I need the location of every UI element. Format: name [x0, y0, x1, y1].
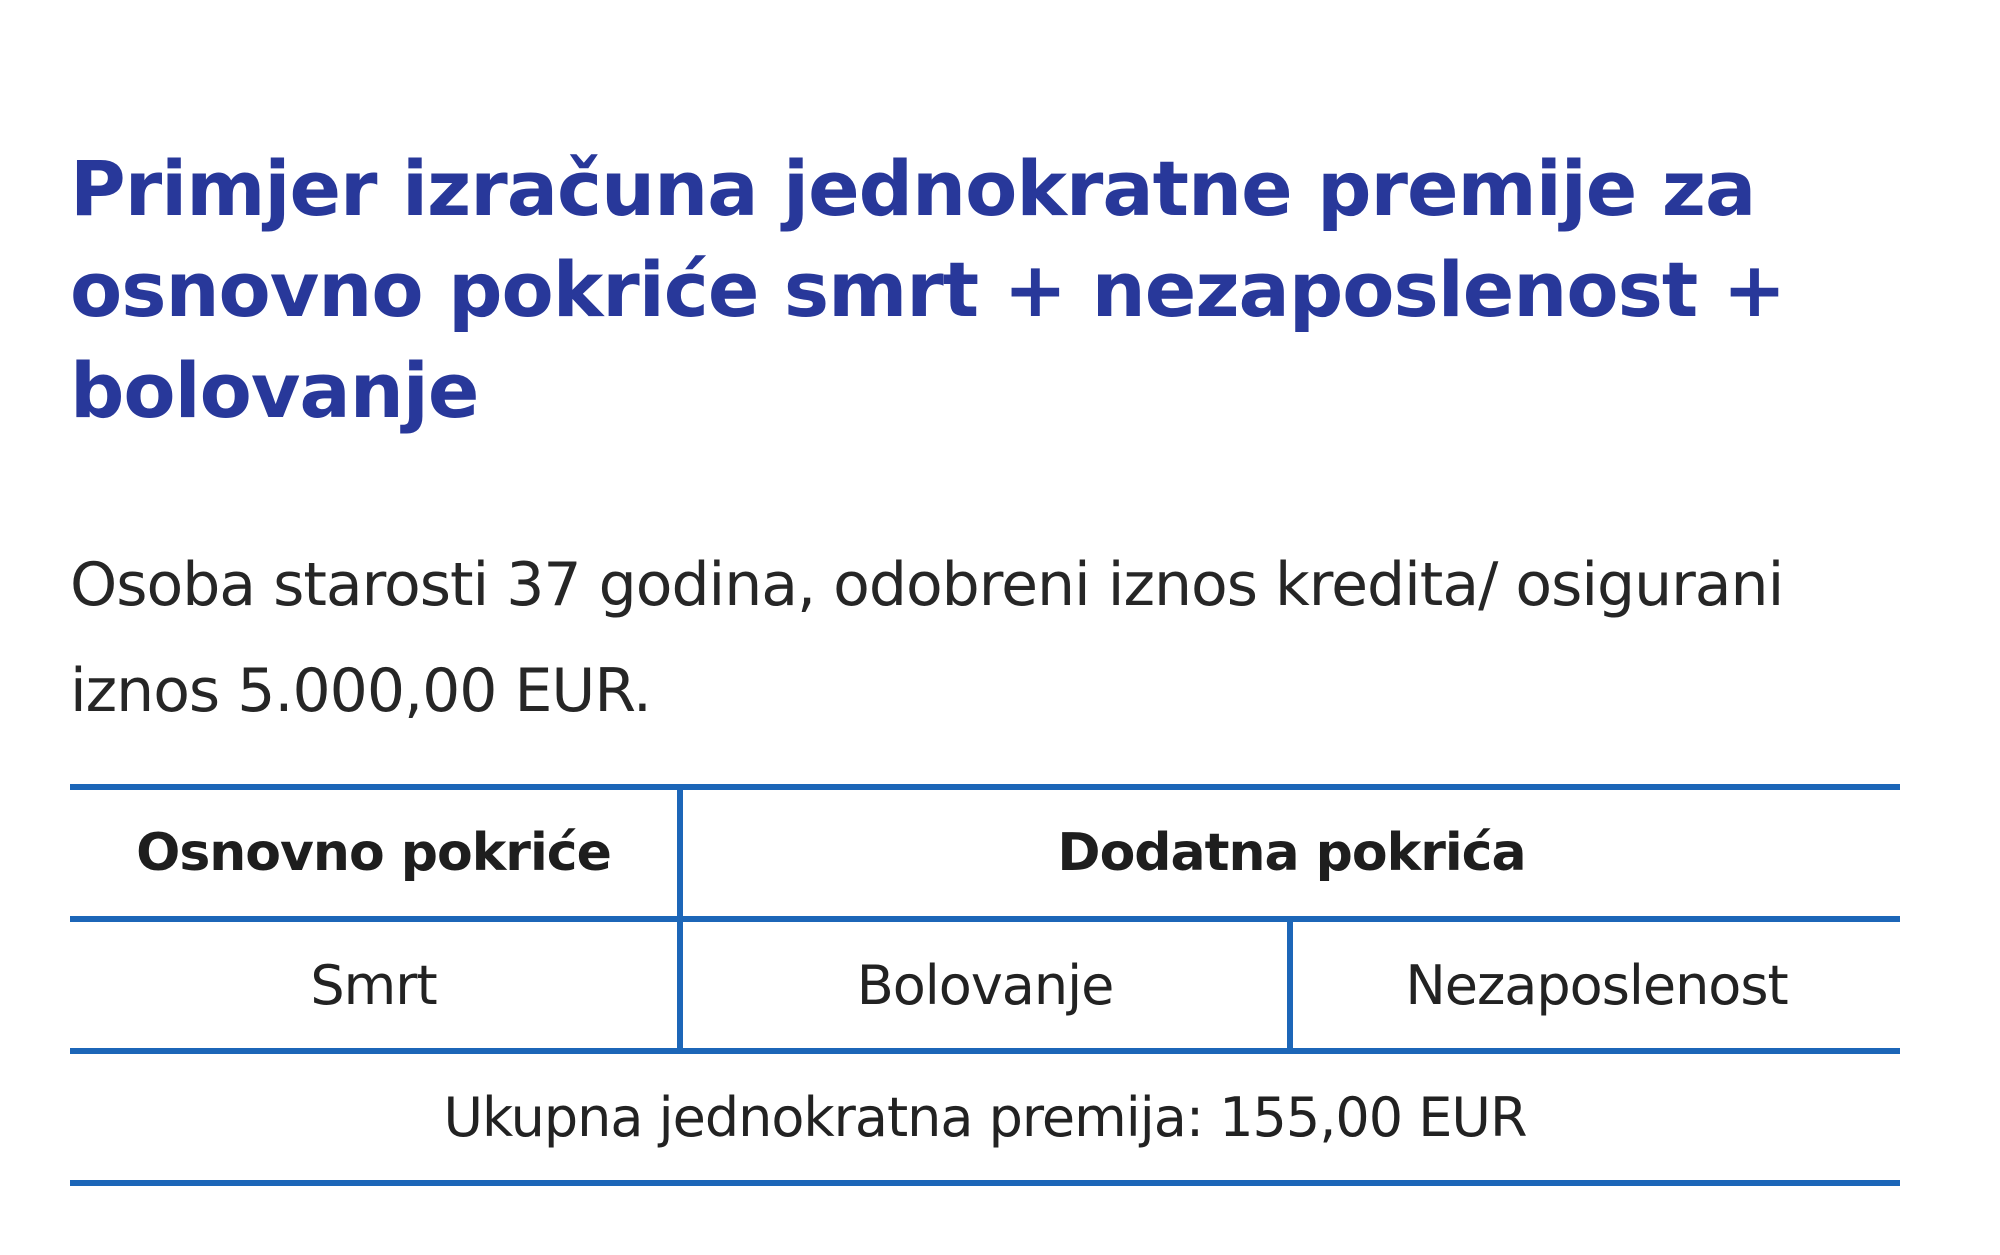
cell-unemployment: Nezaposlenost: [1290, 919, 1900, 1051]
premium-table: [70, 784, 1900, 1186]
header-additional-coverage: Dodatna pokrića: [680, 787, 1900, 919]
page-title: Primjer izračuna jednokratne premije za osnovno pokriće smrt + nezaposlenost + bolovanje: [70, 144, 1786, 435]
cell-total-premium: Ukupna jednokratna premija: 155,00 EUR: [70, 1051, 1900, 1183]
table-header-row: [70, 787, 1900, 919]
table-row-coverages: [70, 919, 1900, 1051]
intro-paragraph: Osoba starosti 37 godina, odobreni iznos kredita/ osigurani iznos 5.000,00 EUR.: [70, 550, 1784, 726]
table-row-total: [70, 1051, 1900, 1183]
cell-death: Smrt: [70, 919, 680, 1051]
cell-sick-leave: Bolovanje: [680, 919, 1290, 1051]
header-basic-coverage: Osnovno pokriće: [70, 787, 680, 919]
